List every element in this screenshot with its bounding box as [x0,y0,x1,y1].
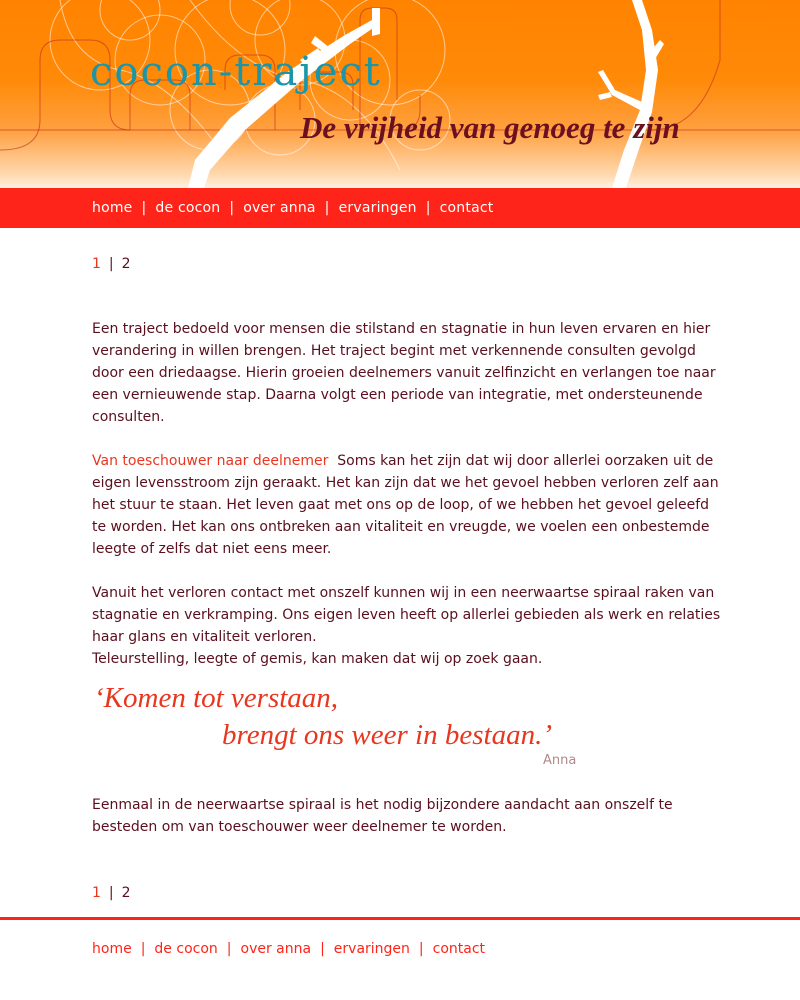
nav-link-home[interactable]: home [92,200,133,216]
footer-link-de-cocon[interactable]: de cocon [154,941,218,957]
pager-bottom [92,885,131,901]
main-nav [0,188,800,228]
section-closing [92,794,722,838]
quote-author: Anna [543,753,577,768]
nav-separator: | [425,200,431,216]
quote-line-2: brengt ons weer in bestaan.’ [222,719,552,751]
pager-page-1: 1 [92,256,101,272]
footer-nav [92,941,485,957]
pager-page-2[interactable]: 2 [121,885,131,901]
nav-link-de-cocon[interactable]: de cocon [155,200,221,216]
pager-page-2[interactable]: 2 [121,256,131,272]
nav-separator: | [141,200,147,216]
paragraph-intro: Een traject bedoeld voor mensen die stilstand en stagnatie in hun leven ervaren en hier verandering in willen brengen. Het traject begint met verkennende consulten gevolgd door een driedaagse. Hierin groeien deelnemers vanuit zelfinzicht en verlangen toe naar een vernieuwende stap. Daarna volgt een periode van integratie, met ondersteunende consulten. [92,321,716,425]
nav-separator: | [140,941,146,957]
paragraph-spiraal: Vanuit het verloren contact met onszelf kunnen wij in een neerwaartse spiraal raken van stagnatie en verkramping. Ons eigen leven heeft op allerlei gebieden als werk en relaties haar glans en vitaliteit verloren. [92,585,721,645]
pager-top [92,256,131,272]
footer-divider [0,917,800,920]
section-heading: Van toeschouwer naar deelnemer [92,453,329,469]
paragraph-toeschouwer-text: Soms kan het zijn dat wij door allerlei oorzaken uit de eigen levensstroom zijn geraakt. Het kan zijn dat we het gevoel hebben verloren zelf aan het stuur te staan. Het leven gaat met ons op de loop, of we hebben het gevoel geleefd te worden. Het kan ons ontbreken aan vitaliteit en vreugde, we voelen een onbestemde leegte of zelfs dat niet eens meer. [92,453,719,557]
nav-separator: | [418,941,424,957]
footer-link-over-anna[interactable]: over anna [240,941,312,957]
footer-link-ervaringen[interactable]: ervaringen [333,941,410,957]
pager-page-1: 1 [92,885,101,901]
quote-line-1: ‘Komen tot verstaan, [94,682,339,714]
footer-link-contact[interactable]: contact [432,941,486,957]
intro-text [92,318,722,428]
footer-link-home[interactable]: home [92,941,132,957]
site-header [0,0,800,188]
nav-link-contact[interactable]: contact [439,200,494,216]
pager-separator: | [108,885,114,901]
site-name: cocon-traject [90,49,382,95]
tagline: De vrijheid van genoeg te zijn [300,110,680,145]
nav-separator: | [320,941,325,957]
nav-separator: | [229,200,235,216]
paragraph-closing: Eenmaal in de neerwaartse spiraal is het nodig bijzondere aandacht aan onszelf te besteden om van toeschouwer weer deelnemer te worden. [92,797,673,835]
nav-link-ervaringen[interactable]: ervaringen [338,200,417,216]
pager-separator: | [108,256,114,272]
paragraph-toeschouwer [92,450,722,560]
section-spiraal [92,582,722,670]
nav-separator: | [324,200,330,216]
paragraph-teleurstelling: Teleurstelling, leegte of gemis, kan maken dat wij op zoek gaan. [92,651,543,667]
nav-link-over-anna[interactable]: over anna [243,200,316,216]
section-toeschouwer [92,450,722,560]
nav-separator: | [226,941,232,957]
